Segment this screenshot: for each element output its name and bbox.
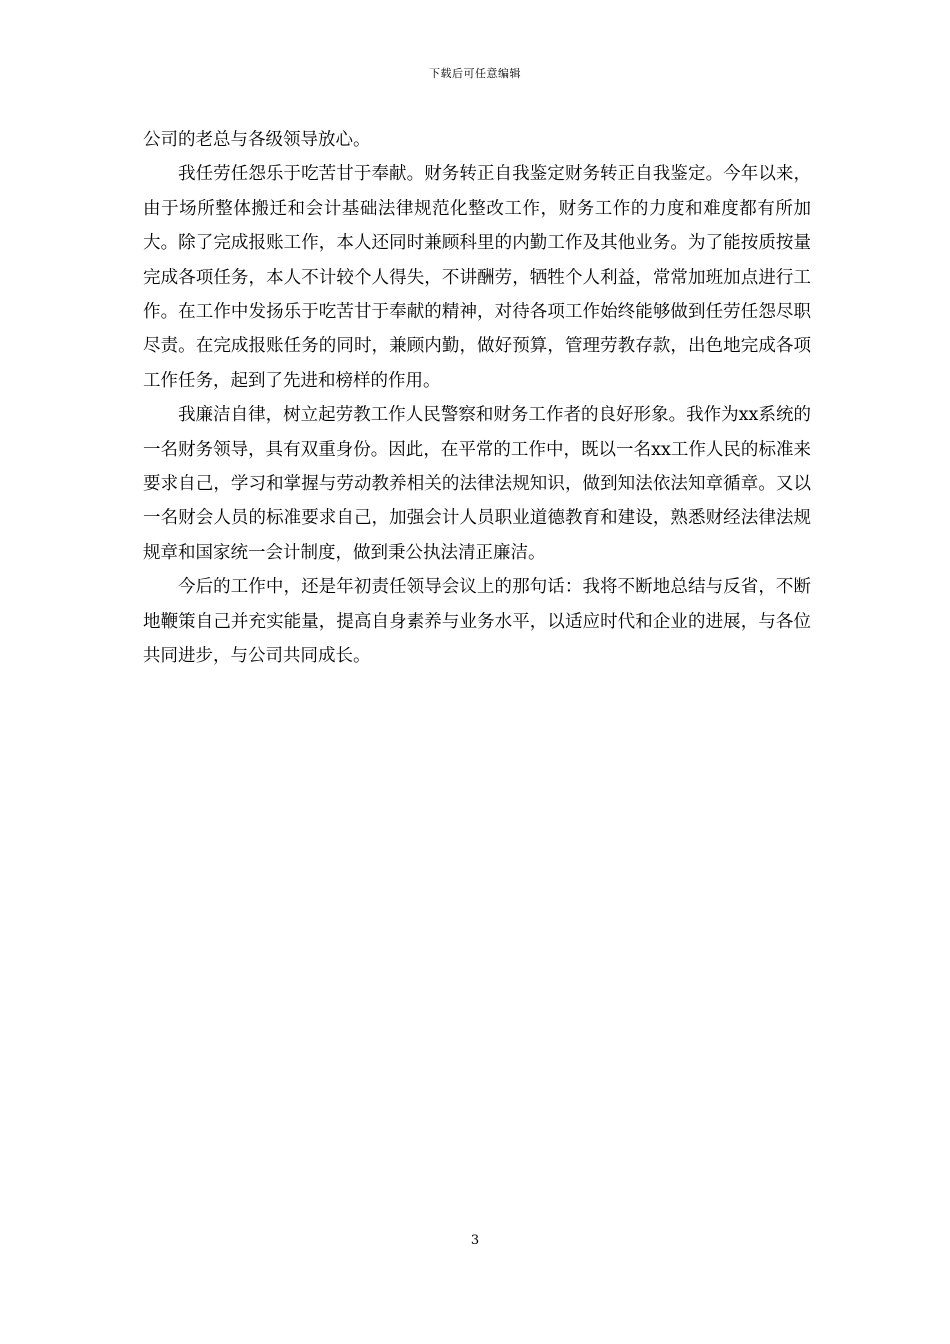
paragraph-dedication: 我任劳任怨乐于吃苦甘于奉献。财务转正自我鉴定财务转正自我鉴定。今年以来，由于场所整体搬迁和会计基础法律规范化整改工作，财务工作的力度和难度都有所加大。除了完成报账工作，本人还同时兼顾科里的内勤工作及其他业务。为了能按质按量完成各项任务，本人不计较个人得失，不讲酬劳，牺牲个人利益，常常加班加点进行工作。在工作中发扬乐于吃苦甘于奉献的精神，对待各项工作始终能够做到任劳任怨尽职尽责。在完成报账任务的同时，兼顾内勤，做好预算，管理劳教存款，出色地完成各项工作任务，起到了先进和榜样的作用。	[143, 164, 811, 391]
page-header: 下载后可任意编辑	[429, 67, 521, 80]
paragraph-continuation: 公司的老总与各级领导放心。	[143, 130, 371, 150]
page-number: 3	[470, 1233, 480, 1248]
document-body	[143, 123, 811, 674]
paragraph-future-work: 今后的工作中，还是年初责任领导会议上的那句话：我将不断地总结与反省，不断地鞭策自己并充实能量，提高自身素养与业务水平，以适应时代和企业的进展，与各位共同进步，与公司共同成长。	[143, 577, 811, 667]
paragraph-integrity: 我廉洁自律，树立起劳教工作人民警察和财务工作者的良好形象。我作为xx系统的一名财务领导，具有双重身份。因此，在平常的工作中，既以一名xx工作人民的标准来要求自己，学习和掌握与劳动教养相关的法律法规知识，做到知法依法知章循章。又以一名财会人员的标准要求自己，加强会计人员职业道德教育和建设，熟悉财经法律法规规章和国家统一会计制度，做到秉公执法清正廉洁。	[143, 405, 811, 563]
